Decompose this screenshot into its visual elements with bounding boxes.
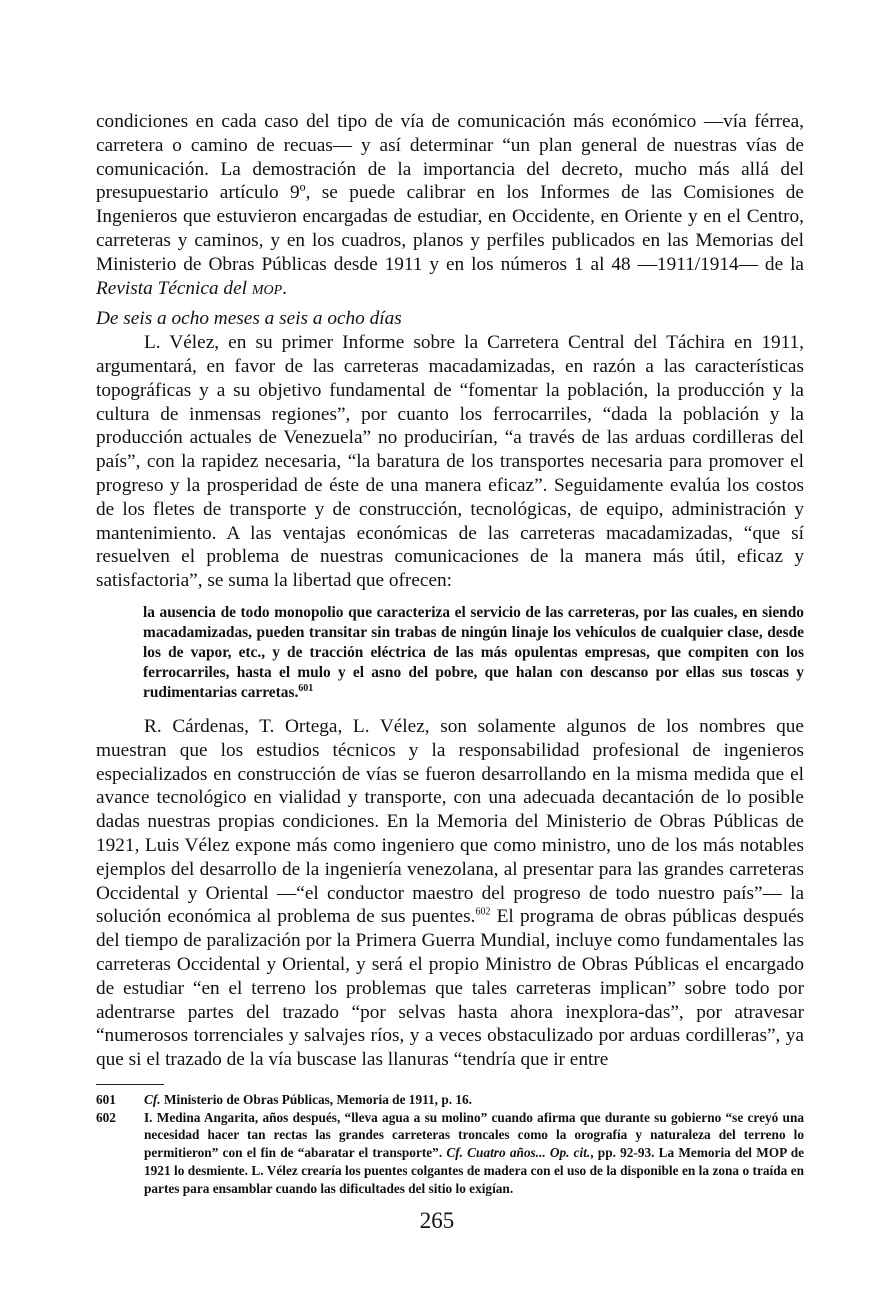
footnote-divider: [96, 1084, 164, 1085]
journal-title: Revista Técnica del: [96, 277, 252, 299]
section-heading: De seis a ocho meses a seis a ocho días: [96, 308, 402, 330]
footnote-602: 602 I. Medina Angarita, años después, “lleva agua a su molino” cuando afirma que durante su gobierno “se creyó una necesidad hacer tan rectas las grandes carreteras troncales como la orografía y naturaleza del terreno lo permitieron” con el fin de “abaratar el transporte”. Cf. Cuatro años... Op. cit., pp. 92-93. La Memoria del MOP de 1921 lo desmiente. L. Vélez crearía los puentes colgantes de madera con el uso de la disponible en la zona o traída en partes para ensamblar cuando las dificultades del sitio lo exigían.: [96, 1109, 804, 1196]
footnote-number: 602: [96, 1109, 116, 1125]
footnote-601: 601 Cf. Ministerio de Obras Públicas, Memoria de 1911, p. 16.: [96, 1091, 472, 1107]
paragraph-3: R. Cárdenas, T. Ortega, L. Vélez, son solamente algunos de los nombres que muestran que los estudios técnicos y la responsabilidad profesional de ingenieros especializados en construcción de vías se fueron desarrollando en la misma medida que el avance tecnológico en vialidad y transporte, con una adecuada decantación de lo posible dadas nuestras propias condiciones. En la Memoria del Ministerio de Obras Públicas de 1921, Luis Vélez expone más como ingeniero que como ministro, uno de los más notables ejemplos del desarrollo de la ingeniería venezolana, al presentar para las grandes carreteras Occidental y Oriental —“el conductor maestro del progreso de todo nuestro país”— la solución económica al problema de sus puentes.$^{602}$ El programa de obras públicas después del tiempo de paralización por la Primera Guerra Mundial, incluye como fundamentales las carreteras Occidental y Oriental, y será el propio Ministro de Obras Públicas el encargado de estudiar “en el terreno los problemas que tales carreteras implican” sobre todo por adentrarse partes del trazado “por selvas hasta ahora inexplora-das”, por atravesar “numerosos torrenciales y salvajes ríos, y a veces obstaculizado por arduas cordilleras”, ya que si el trazado de la vía buscase las llanuras “tendría que ir entre: [96, 715, 805, 1071]
page-number: 265: [419, 1208, 455, 1233]
footnote-ref-602[interactable]: 602: [475, 906, 491, 918]
footnote-ref-601[interactable]: 601: [298, 682, 314, 694]
footnote-number: 601: [96, 1091, 116, 1107]
journal-abbreviation: mop: [251, 277, 283, 299]
block-quote: la ausencia de todo monopolio que caracteriza el servicio de las carreteras, por las cuales, en siendo macadamizadas, pueden transitar sin trabas de ningún linaje los vehículos de cualquier clase, desde los de vapor, etc., y de tracción eléctrica de las más opulentas empresas, que compiten con los ferrocarriles, hasta el mulo y el asno del pobre, que halan con descanso por ellas sus toscas y rudimentarias carretas.$^{601}$: [143, 603, 804, 701]
paragraph-1: condiciones en cada caso del tipo de vía de comunicación más económico —vía férrea, carretera o camino de recuas— y así determinar “un plan general de nuestras vías de comunicación. La demostración de la importancia del decreto, mucho más allá del presupuestario artículo 9º, se puede calibrar en los Informes de las Comisiones de Ingenieros que estuvieron encargadas de estudiar, en Occidente, en Oriente y en el Centro, carreteras y caminos, y en los cuadros, planos y perfiles publicados en las Memorias del Ministerio de Obras Públicas desde 1911 y en los números 1 al 48 —1911/1914— de la Revista Técnica del mop.: [96, 111, 804, 299]
page-body: [96, 110, 804, 1198]
paragraph-2: L. Vélez, en su primer Informe sobre la Carretera Central del Táchira en 1911, argumentará, en favor de las carreteras macadamizadas, en razón a las características topográficas y a su objetivo fundamental de “fomentar la población, la producción y la cultura de inmensas regiones”, por cuanto los ferrocarriles, “dada la población y la producción actuales de Venezuela” no producirían, “a través de las arduas cordilleras del país”, con la rapidez necesaria, “la baratura de los transportes necesaria para promover el progreso y la prosperidad de éste de una manera eficaz”. Seguidamente evalúa los costos de los fletes de transporte y de construcción, tecnológicas, de equipo, administración y mantenimiento. A las ventajas económicas de las carreteras macadamizadas, “que sí resuelven el problema de nuestras comunicaciones de la manera más útil, eficaz y satisfactoria”, se suma la libertad que ofrecen:: [96, 332, 804, 592]
